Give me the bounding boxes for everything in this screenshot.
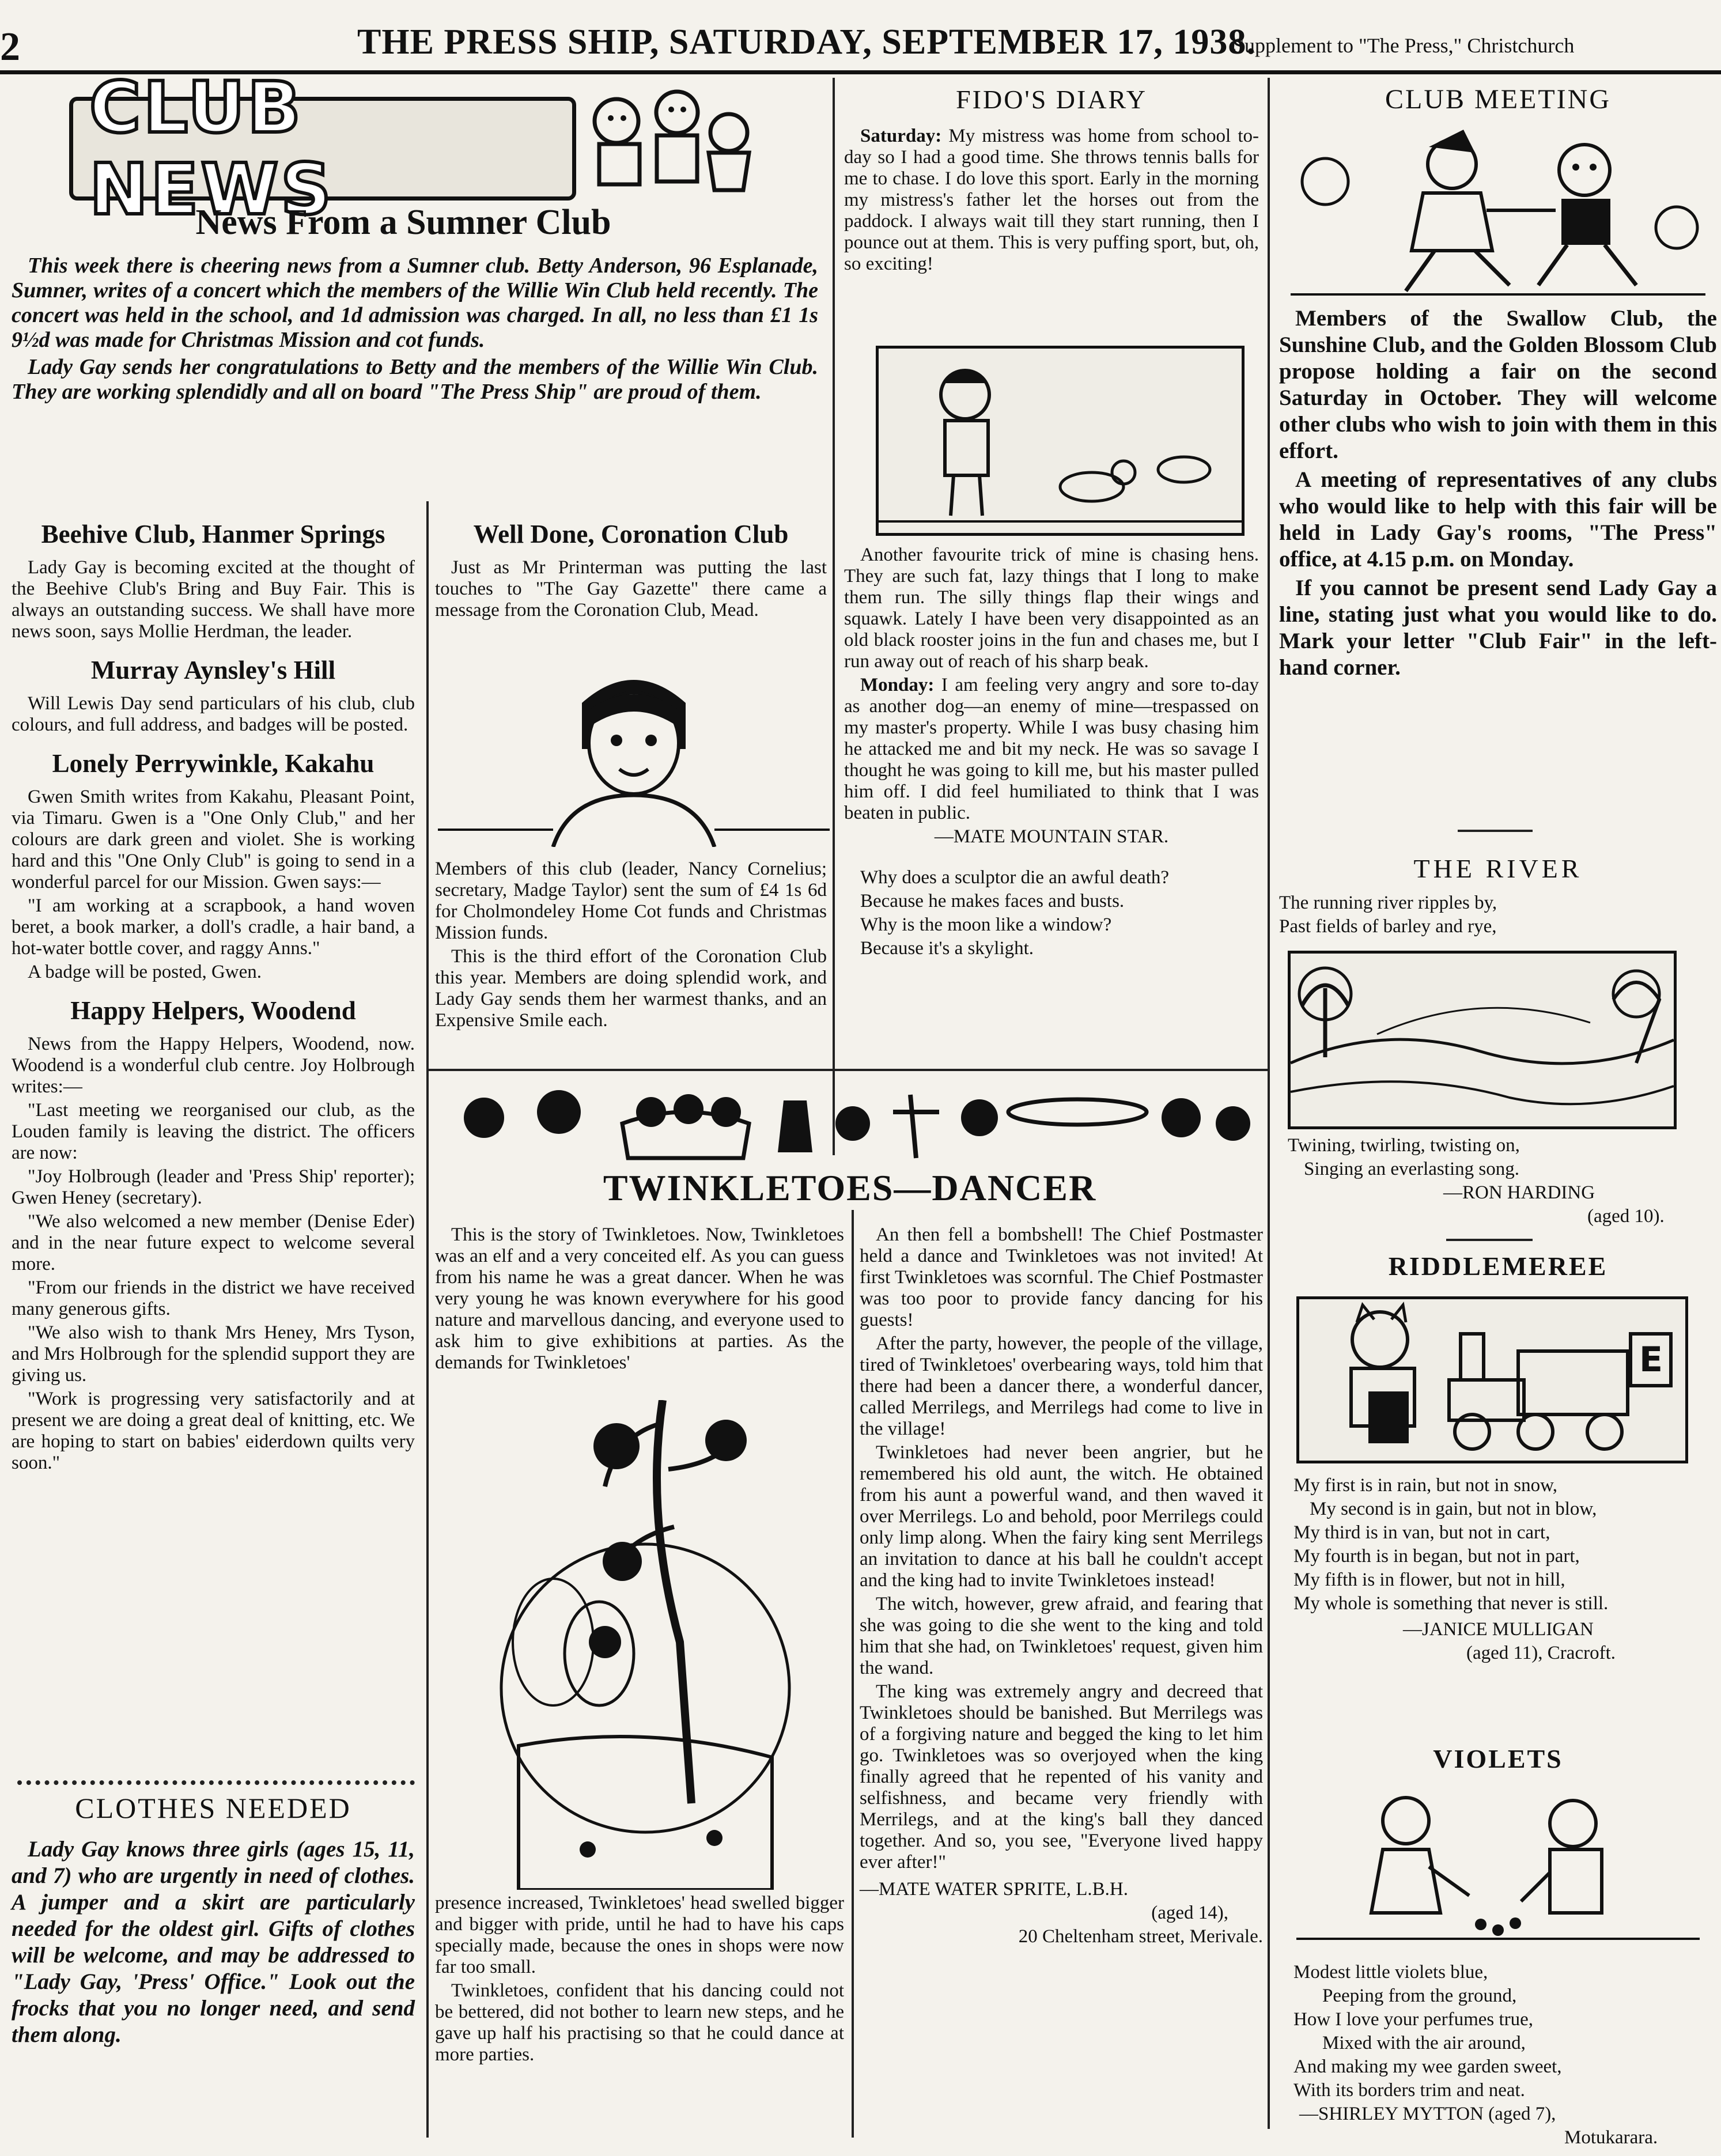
fido-p1: My mistress was home from school to-day so I had a good time. She throws tennis balls for me to chase. I do love this sport. Early in the morning my mistress's father let the horses out from the paddock. I always wait till they start running, then I pounce out at them. This is very puffing sport, but, oh, so exciting! [844,126,1259,274]
beehive-heading: Beehive Club, Hanmer Springs [41,520,385,549]
violets-line-1: Modest little violets blue, [1293,1962,1488,1983]
beehive-body: Lady Gay is becoming excited at the thought of the Beehive Club's Bring and Buy Fair. This is always an outstanding success. We shall have more news soon, says Mollie Herdman, the leader. [12,557,415,642]
happy-helpers-heading: Happy Helpers, Woodend [70,996,356,1025]
violets-line-4: Mixed with the air around, [1322,2033,1526,2053]
column-rule [833,78,835,1155]
happy-helpers-p6: "We also wish to thank Mrs Heney, Mrs Tyson, and Mrs Holbrough for the splendid support they are giving us. [12,1322,415,1386]
happy-helpers-p1: News from the Happy Helpers, Woodend, now. Woodend is a wonderful club centre. Joy Holbrough writes:— [12,1034,415,1097]
twinkletoes-signature: —MATE WATER SPRITE, L.B.H. [860,1879,1128,1900]
left-column [12,516,415,1476]
river-age: (aged 10). [1587,1206,1665,1227]
children-violets-icon [1296,1780,1700,1947]
clothes-body: Lady Gay knows three girls (ages 15, 11, and 7) who are urgently in need of clothes. A jumper and a skirt are particularly needed for the oldest girl. Gifts of clothes will be welcome, and may be addressed to "Lady Gay, 'Press' Office." Look out the frocks that you no longer need, and send them along. [12,1837,415,2047]
riddle-line-1: My first is in rain, but not in snow, [1293,1475,1558,1496]
club-news-banner-text: CLUB NEWS [89,67,334,230]
riddle-line-5: My fifth is in flower, but not in hill, [1293,1569,1565,1590]
twinkletoes-b3: Twinkletoes had never been angrier, but he remembered his old aunt, the witch. He obtained from his aunt a powerful wand, and then waved it over Merrilegs. Lo and behold, poor Merrilegs could only limp along. When the fairy king sent Merrilegs an invitation to dance at his ball he couldn't accept and the king had to invite Twinkletoes instead! [860,1442,1263,1591]
riddlemeree-heading: RIDDLEMEREE [1388,1251,1608,1281]
happy-helpers-p4: "We also welcomed a new member (Denise Eder) and in the near future expect to welcome several more. [12,1211,415,1274]
twinkletoes-a3: Twinkletoes, confident that his dancing could not be bettered, did not bother to learn new steps, and he gave up half his practising so that he could dance at more parties. [435,1980,844,2065]
twinkletoes-address: 20 Cheltenham street, Merivale. [1018,1926,1263,1947]
dancing-children-icon [1291,124,1705,297]
coronation-p1: Just as Mr Printerman was putting the last touches to "The Gay Gazette" there came a message from the Coronation Club, Mead. [435,557,827,621]
river-line-4: Singing an everlasting song. [1304,1159,1519,1179]
riddle-line-3: My third is in van, but not in cart, [1293,1522,1550,1543]
happy-helpers-p3: "Joy Holbrough (leader and 'Press Ship' reporter); Gwen Heney (secretary). [12,1166,415,1208]
page-number: 2 [0,25,20,69]
violets-heading: VIOLETS [1433,1744,1563,1773]
riddle-line-4: My fourth is in began, but not in part, [1293,1546,1580,1567]
fido-monday-label: Monday: [860,675,935,695]
happy-helpers-p7: "Work is progressing very satisfactorily and at present we are doing a great deal of knitting, etc. We are hoping to start on babies' eiderdown quilts very soon." [12,1389,415,1473]
twinkletoes-age: (aged 14), [1151,1902,1228,1923]
clothes-heading: CLOTHES NEEDED [75,1792,351,1824]
murray-heading: Murray Aynsley's Hill [90,656,336,684]
violets-author: —SHIRLEY MYTTON (aged 7), [1299,2104,1556,2124]
fido-heading: FIDO'S DIARY [956,85,1147,114]
violets-place: Motukarara. [1564,2127,1658,2148]
fido-p2: Another favourite trick of mine is chasing hens. They are such fat, lazy things that I long to make them run. The silly things flap their wings and squawk. Lately I have been very disappointed as an old black rooster joins in the fun and chases me, but I run away out of reach of his sharp beak. [844,544,1259,672]
short-divider [1446,1239,1533,1241]
short-divider [1458,830,1533,832]
coronation-p2: Members of this club (leader, Nancy Cornelius; secretary, Madge Taylor) sent the sum of £4 1s 6d for Cholmondeley Home Cot funds and Christmas Mission funds. [435,858,827,943]
club-meeting-heading: CLUB MEETING [1385,84,1611,115]
sumner-congrats: Lady Gay sends her congratulations to Betty and the members of the Willie Win Club. They are working splendidly and all on board "The Press Ship" are proud of them. [12,355,818,404]
club-meeting-p1: Members of the Swallow Club, the Sunshine Club, and the Golden Blossom Club propose holding a fair on the second Saturday in October. They will welcome other clubs who wish to join with them in this effort. [1279,306,1717,463]
riddle-age: (aged 11), Cracroft. [1466,1643,1616,1663]
twinkletoes-a1: This is the story of Twinkletoes. Now, Twinkletoes was an elf and a very conceited elf. As you can guess from his name he was a great dancer. When he was very young he was known everywhere for his good nature and marvellous dancing, and everyone used to ask him to give exhibitions at parties. As the demands for Twinkletoes' [435,1224,844,1373]
twinkletoes-title: TWINKLETOES—DANCER [603,1167,1097,1208]
river-heading: THE RIVER [1413,854,1583,883]
column-rule [852,1210,854,2138]
murray-body: Will Lewis Day send particulars of his club, club colours, and full address, and badges will be posted. [12,693,415,735]
dotted-divider [17,1780,415,1785]
happy-helpers-p5: "From our friends in the district we have received many generous gifts. [12,1277,415,1319]
river-line-3: Twining, twirling, twisting on, [1288,1135,1520,1156]
river-line-1: The running river ripples by, [1279,892,1497,913]
happy-helpers-p2: "Last meeting we reorganised our club, as the Louden family is leaving the district. The officers are now: [12,1100,415,1163]
club-meeting-p2: A meeting of representatives of any clubs who would like to help with this fair will be held in Lady Gay's rooms, "The Press" office, at 4.15 p.m. on Monday. [1279,467,1717,572]
riddle-q1: Why does a sculptor die an awful death? [860,867,1170,888]
fido-signature: —MATE MOUNTAIN STAR. [934,826,1169,847]
animal-frieze-icon [432,1077,1262,1164]
pig-train-icon [1296,1296,1688,1463]
riddle-a1: Because he makes faces and busts. [860,891,1125,911]
perrywinkle-p2: "I am working at a scrapbook, a hand woven beret, a book marker, a doll's cradle, a hair band, a hot-water bottle cover, and raggy Anns." [12,895,415,959]
train-letter: E [1639,1340,1663,1380]
girl-dog-cartoon-icon [876,346,1245,536]
club-meeting-p3: If you cannot be present send Lady Gay a line, stating just what you would like to do. Mark your letter "Club Fair" in the left-hand corner. [1279,576,1717,680]
twinkletoes-b4: The witch, however, grew afraid, and fearing that she was going to die she went to the king and told him that she had, on Twinkletoes' request, given him the wand. [860,1594,1263,1678]
twinkletoes-b1: An then fell a bombshell! The Chief Postmaster held a dance and Twinkletoes was not invited! At first Twinkletoes was scornful. The Chief Postmaster was too poor to provide fancy dancing for his guests! [860,1224,1263,1330]
riddle-a2: Because it's a skylight. [860,938,1034,959]
twinkletoes-a2: presence increased, Twinkletoes' head swelled bigger and bigger with pride, until he had to have his caps specially made, because the ones in shops were now far too small. [435,1893,844,1977]
river-author: —RON HARDING [1443,1182,1595,1203]
cartoon-children-icon [576,86,761,202]
twinkletoes-b5: The king was extremely angry and decreed that Twinkletoes should be banished. But Merrilegs was of a forgiving nature and begged the king to let him go. Twinkletoes was so overjoyed when the king finally agreed that he repented of his vanity and selfishness, and became very friendly with Merrilegs, and at the king's ball they danced together. And so, you see, "Everyone lived happy ever after!" [860,1681,1263,1873]
riddle-q2: Why is the moon like a window? [860,914,1112,935]
violets-line-5: And making my wee garden sweet, [1293,2056,1562,2077]
girl-portrait-icon [438,663,830,847]
fido-saturday-label: Saturday: [860,126,942,146]
riddle-line-2: My second is in gain, but not in blow, [1310,1499,1597,1519]
sumner-headline: News From a Sumner Club [195,203,611,242]
violets-line-3: How I love your perfumes true, [1293,2009,1534,2030]
violets-line-6: With its borders trim and neat. [1293,2080,1525,2101]
river-line-2: Past fields of barley and rye, [1279,916,1497,937]
perrywinkle-p3: A badge will be posted, Gwen. [28,962,262,982]
masthead: THE PRESS SHIP, SATURDAY, SEPTEMBER 17, 1938. [357,22,1256,62]
riddle-line-6: My whole is something that never is still. [1293,1593,1609,1614]
column-rule [426,501,429,2138]
riddle-author: —JANICE MULLIGAN [1403,1619,1594,1640]
river-landscape-icon [1288,951,1677,1129]
perrywinkle-p1: Gwen Smith writes from Kakahu, Pleasant Point, via Timaru. Gwen is a "One Only Club," and her colours are dark green and violet. She is working hard and this "One Only Club" is going to send in a wonderful parcel for our Mission. Gwen says:— [12,786,415,892]
fairy-illustration-icon [472,1400,818,1890]
supplement-note: Supplement to "The Press," Christchurch [1233,34,1575,57]
coronation-p3: This is the third effort of the Coronation Club this year. Members are doing splendid work, and Lady Gay sends them her warmest thanks, and an Expensive Smile each. [435,946,827,1031]
fido-p3: I am feeling very angry and sore to-day as another dog—an enemy of mine—trespassed on my master's property. While I was busy chasing him he attacked me and bit my neck. He was so savage I thought he was going to kill me, but his master pulled him off. I did feel humiliated to think that I was beaten in public. [844,675,1259,823]
coronation-heading: Well Done, Coronation Club [473,520,789,549]
section-rule [426,1069,1268,1071]
column-rule [1268,78,1270,2129]
violets-line-2: Peeping from the ground, [1322,1985,1517,2006]
twinkletoes-b2: After the party, however, the people of the village, tired of Twinkletoes' overbearing ways, told him that there had been a dancer there, a wonderful dancer, called Merrilegs, and Merrilegs had come to live in the village! [860,1333,1263,1439]
perrywinkle-heading: Lonely Perrywinkle, Kakahu [52,749,375,778]
sumner-intro: This week there is cheering news from a Sumner club. Betty Anderson, 96 Esplanade, Sumner, writes of a concert which the members of the Willie Win Club held recently. The concert was held in the school, and 1d admission was charged. In all, no less than £1 1s 9½d was made for Christmas Mission and cot funds. [12,254,818,352]
